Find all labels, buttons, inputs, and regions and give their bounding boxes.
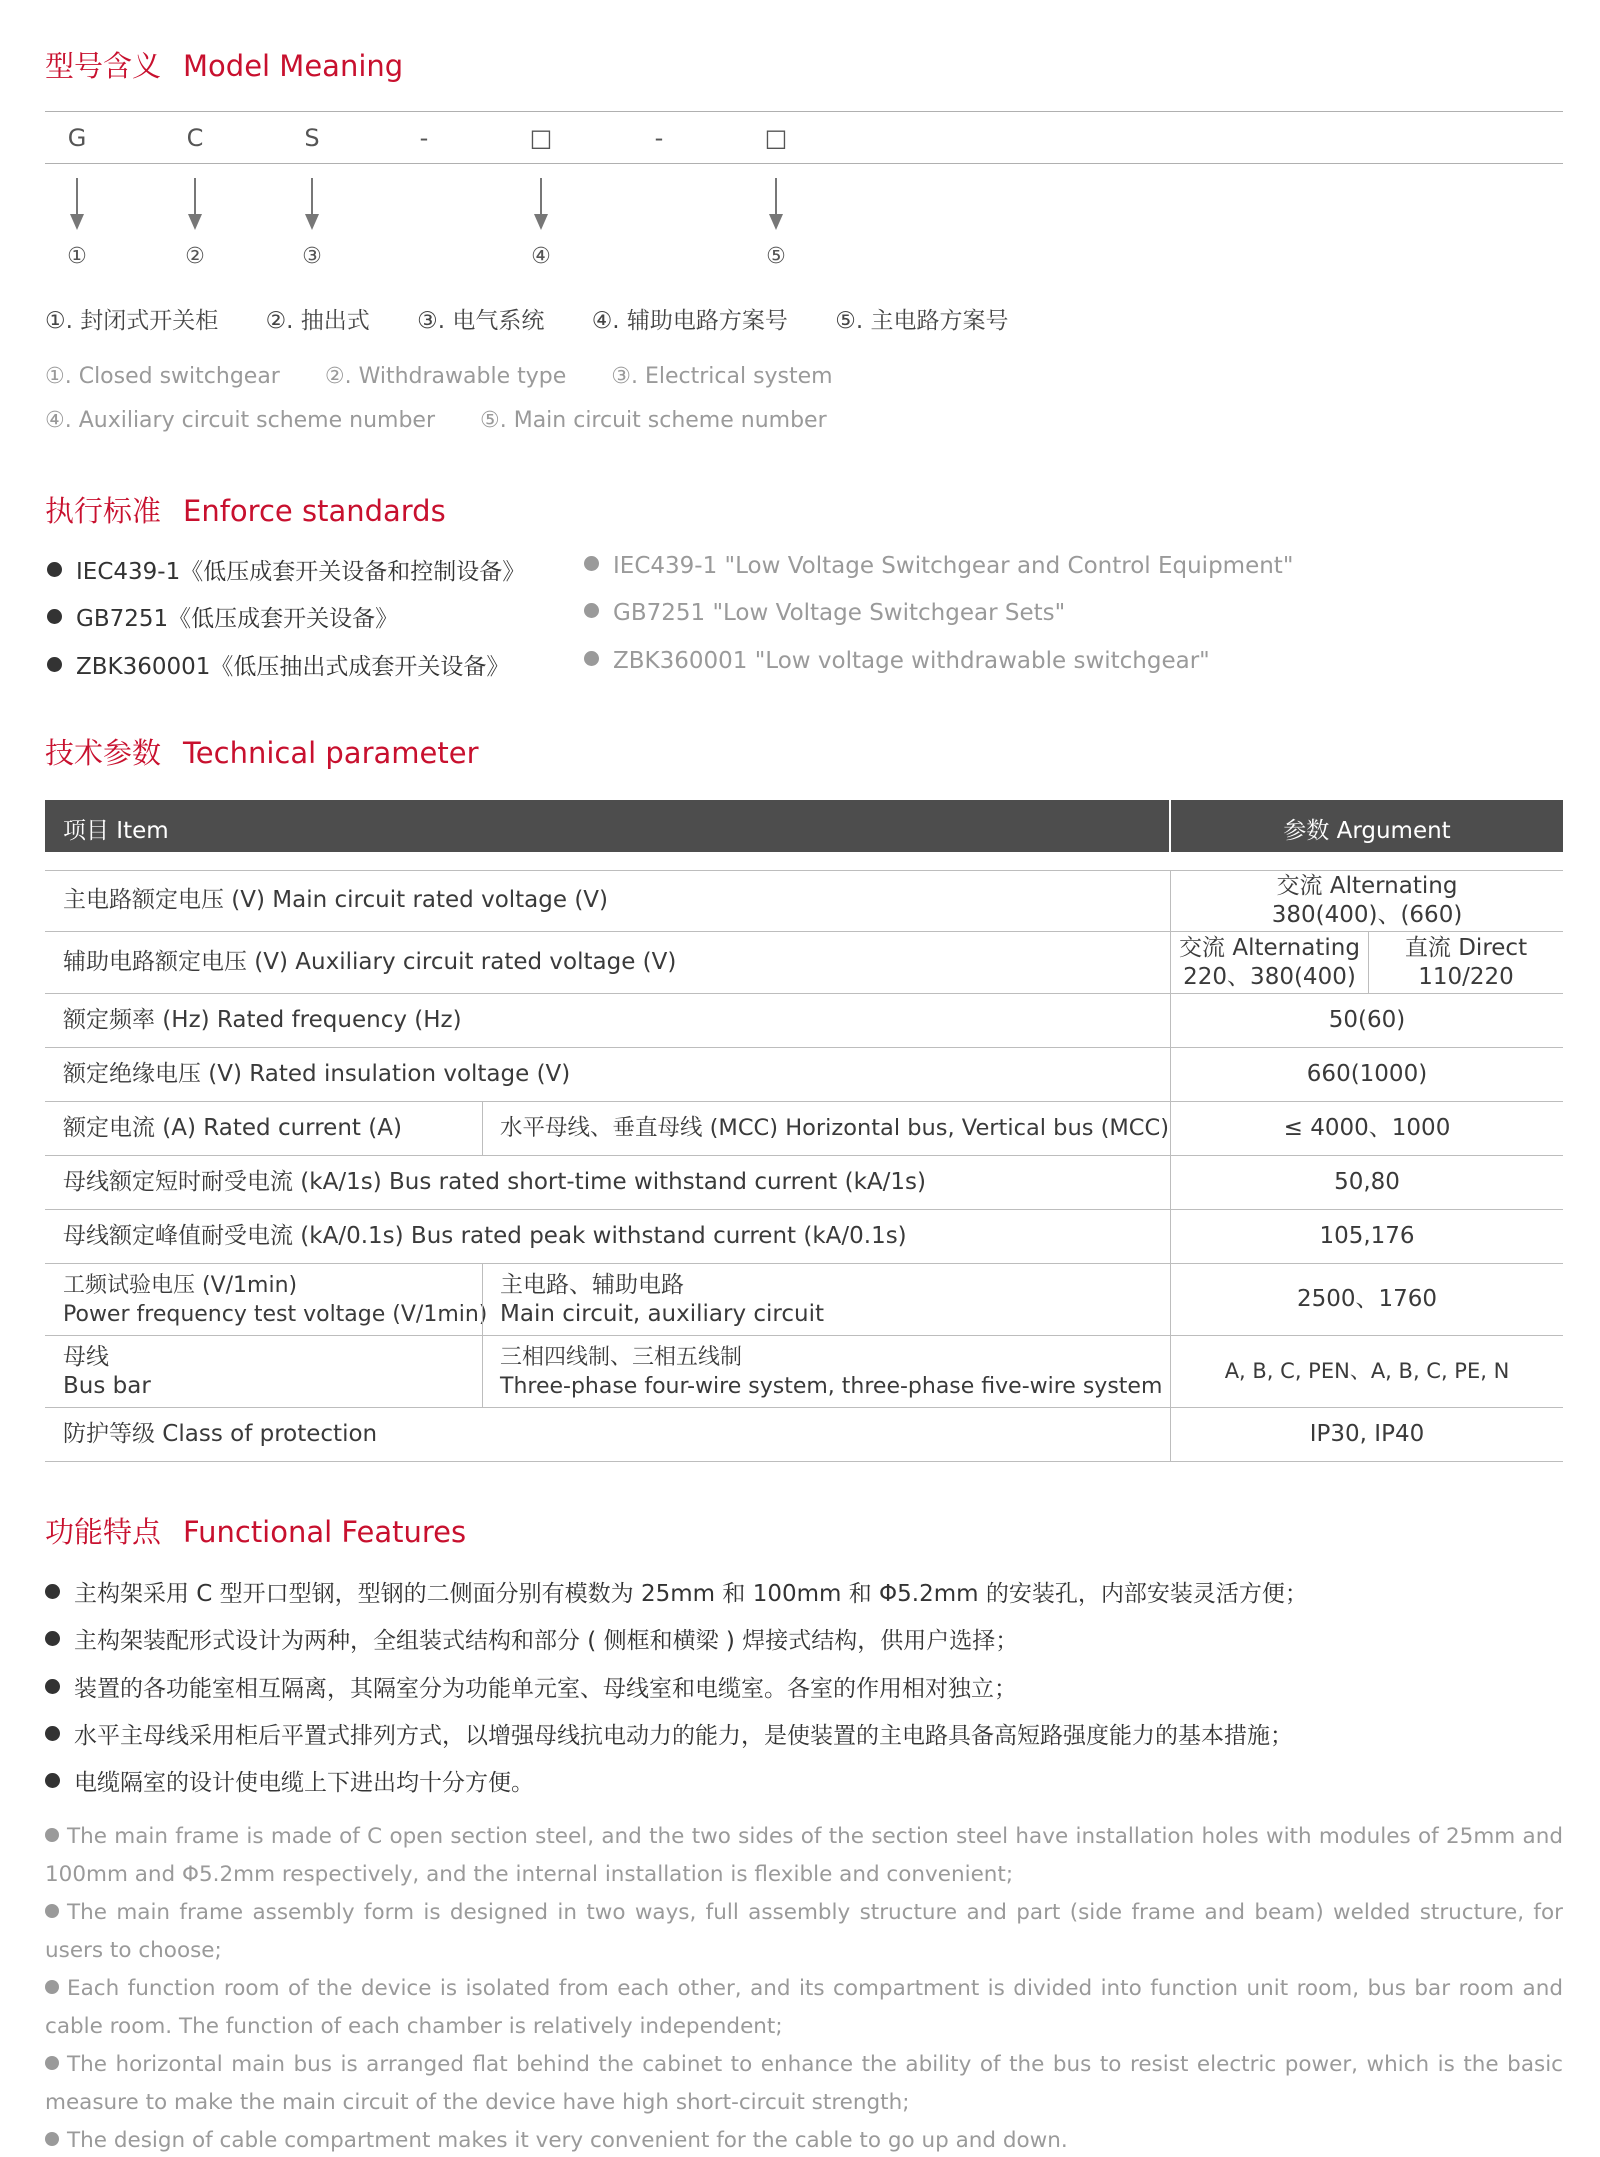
features-title	[45, 1510, 466, 1551]
table-row	[45, 1102, 1563, 1156]
tech-title-cn: 技术参数	[45, 736, 162, 770]
arrow-down-icon	[302, 178, 322, 234]
model-code-dash: -	[419, 124, 429, 152]
table-row	[45, 1264, 1563, 1336]
row-label: 额定电流 (A) Rated current (A)	[63, 1115, 402, 1141]
legend-item-cn: ②. 抽出式	[265, 308, 370, 334]
model-meaning-title	[45, 44, 403, 85]
row-label: 额定绝缘电压 (V) Rated insulation voltage (V)	[63, 1061, 571, 1087]
legend-item-en: ①. Closed switchgear	[45, 364, 280, 389]
model-legend-en-row2	[45, 408, 865, 433]
model-meaning-title-cn: 型号含义	[45, 49, 162, 83]
standard-item-en: ZBK360001 "Low voltage withdrawable switchgear"	[584, 648, 1210, 674]
model-code-dash: -	[654, 124, 664, 152]
row-value: 2500、1760	[1170, 1264, 1563, 1335]
header-argument: 参数 Argument	[1283, 818, 1451, 844]
feature-item-en: The horizontal main bus is arranged flat behind the cabinet to enhance the ability of the bus to resist electric power, which is the basic measure to make the main circuit of the device have high short-circuit strength;	[45, 2052, 1563, 2115]
bullet-icon	[45, 1904, 59, 1918]
legend-item-en: ④. Auxiliary circuit scheme number	[45, 408, 435, 433]
bullet-icon	[584, 556, 599, 571]
legend-item-en: ⑤. Main circuit scheme number	[480, 408, 827, 433]
standard-item-cn: ZBK360001《低压抽出式成套开关设备》	[47, 648, 509, 681]
legend-item-cn: ④. 辅助电路方案号	[591, 308, 788, 334]
arrow-down-icon	[67, 178, 87, 234]
table-row	[45, 1048, 1563, 1102]
row-label: 母线额定短时耐受电流 (kA/1s) Bus rated short-time withstand current (kA/1s)	[63, 1169, 926, 1195]
model-marker: ⑤	[766, 244, 786, 269]
row-sublabel: 水平母线、垂直母线 (MCC) Horizontal bus, Vertical bus (MCC)	[482, 1102, 1170, 1155]
model-marker: ④	[531, 244, 551, 269]
standards-title	[45, 489, 446, 530]
row-value: 50,80	[1170, 1156, 1563, 1209]
bullet-icon	[45, 1679, 60, 1694]
header-item: 项目 Item	[63, 818, 169, 844]
standards-title-cn: 执行标准	[45, 494, 162, 528]
legend-item-cn: ①. 封闭式开关柜	[45, 308, 219, 334]
row-value: 交流 Alternating 380(400)、(660)	[1170, 870, 1563, 931]
bullet-icon	[45, 1980, 59, 1994]
standard-item-en: GB7251 "Low Voltage Switchgear Sets"	[584, 600, 1065, 626]
table-row	[45, 1336, 1563, 1408]
row-label: 主电路额定电压 (V) Main circuit rated voltage (V)	[63, 887, 609, 913]
feature-item-en: Each function room of the device is isolated from each other, and its compartment is divided into function unit room, bus bar room and cable room. The function of each chamber is relatively independent;	[45, 1976, 1563, 2039]
feature-item-en: The main frame assembly form is designed in two ways, full assembly structure and part (side frame and beam) welded structure, for users to choose;	[45, 1900, 1563, 1963]
row-sublabel: 三相四线制、三相五线制 Three-phase four-wire system, three-phase five-wire system	[482, 1336, 1170, 1407]
model-meaning-title-en: Model Meaning	[183, 49, 404, 83]
row-label: 母线额定峰值耐受电流 (kA/0.1s) Bus rated peak withstand current (kA/0.1s)	[63, 1223, 907, 1249]
feature-item-cn: 主构架装配形式设计为两种，全组装式结构和部分 ( 侧框和横梁 ) 焊接式结构，供用户选择；	[45, 1622, 1018, 1655]
row-label: 母线 Bus bar	[63, 1343, 151, 1399]
feature-item-en: The design of cable compartment makes it very convenient for the cable to go up and down.	[45, 2122, 1563, 2157]
model-code-box: □	[529, 124, 553, 152]
features-title-cn: 功能特点	[45, 1515, 162, 1549]
model-code-letter: C	[186, 124, 204, 152]
model-code-letter: S	[304, 124, 320, 152]
bullet-icon	[45, 1584, 60, 1599]
table-row	[45, 1210, 1563, 1264]
feature-item-cn: 主构架采用 C 型开口型钢，型钢的二侧面分别有模数为 25mm 和 100mm 和 Φ5.2mm 的安装孔，内部安装灵活方便；	[45, 1575, 1308, 1608]
model-bottom-divider	[45, 163, 1563, 164]
model-legend-en-row1	[45, 364, 871, 389]
tech-title-en: Technical parameter	[183, 736, 479, 770]
bullet-icon	[45, 1726, 60, 1741]
row-value: ≤ 4000、1000	[1170, 1102, 1563, 1155]
bullet-icon	[47, 657, 62, 672]
row-value: A, B, C, PEN、A, B, C, PE, N	[1170, 1336, 1563, 1407]
tech-title	[45, 731, 479, 772]
arrow-down-icon	[531, 178, 551, 234]
features-en-list	[45, 1818, 1563, 2157]
model-code-letter: G	[67, 124, 87, 152]
bullet-icon	[47, 562, 62, 577]
bullet-icon	[584, 603, 599, 618]
table-row	[45, 994, 1563, 1048]
model-marker: ③	[302, 244, 322, 269]
table-row	[45, 932, 1563, 994]
model-marker: ②	[185, 244, 205, 269]
legend-item-cn: ③. 电气系统	[417, 308, 545, 334]
table-row	[45, 870, 1563, 932]
model-marker: ①	[67, 244, 87, 269]
bullet-icon	[45, 1773, 60, 1788]
row-label: 额定频率 (Hz) Rated frequency (Hz)	[63, 1007, 462, 1033]
row-label: 辅助电路额定电压 (V) Auxiliary circuit rated voltage (V)	[63, 949, 677, 975]
legend-item-en: ②. Withdrawable type	[324, 364, 567, 389]
feature-item-cn: 装置的各功能室相互隔离，其隔室分为功能单元室、母线室和电缆室。各室的作用相对独立；	[45, 1670, 1017, 1703]
arrow-down-icon	[185, 178, 205, 234]
features-title-en: Functional Features	[183, 1515, 467, 1549]
model-code-box: □	[764, 124, 788, 152]
bullet-icon	[47, 609, 62, 624]
legend-item-en: ③. Electrical system	[611, 364, 833, 389]
standard-item-cn: GB7251《低压成套开关设备》	[47, 600, 398, 633]
arrow-down-icon	[766, 178, 786, 234]
legend-item-cn: ⑤. 主电路方案号	[835, 308, 1009, 334]
row-sublabel: 主电路、辅助电路 Main circuit, auxiliary circuit	[482, 1264, 1170, 1335]
row-value: IP30, IP40	[1170, 1408, 1563, 1461]
row-label: 工频试验电压 (V/1min) Power frequency test voltage (V/1min)	[63, 1272, 488, 1327]
row-value: 直流 Direct 110/220	[1368, 932, 1563, 993]
bullet-icon	[45, 2056, 59, 2070]
row-value: 交流 Alternating 220、380(400)	[1170, 932, 1368, 993]
row-value: 660(1000)	[1170, 1048, 1563, 1101]
standard-item-cn: IEC439-1《低压成套开关设备和控制设备》	[47, 553, 525, 586]
row-label: 防护等级 Class of protection	[63, 1421, 378, 1447]
row-value: 50(60)	[1170, 994, 1563, 1047]
bullet-icon	[45, 2132, 59, 2146]
standard-item-en: IEC439-1 "Low Voltage Switchgear and Control Equipment"	[584, 553, 1293, 579]
model-top-divider	[45, 111, 1563, 112]
bullet-icon	[45, 1631, 60, 1646]
table-row	[45, 1408, 1563, 1462]
feature-item-cn: 水平主母线采用柜后平置式排列方式，以增强母线抗电动力的能力，是使装置的主电路具备高短路强度能力的基本措施；	[45, 1717, 1293, 1750]
model-legend-cn	[45, 302, 1049, 335]
table-row	[45, 1156, 1563, 1210]
bullet-icon	[45, 1828, 59, 1842]
feature-item-cn: 电缆隔室的设计使电缆上下进出均十分方便。	[45, 1764, 534, 1797]
bullet-icon	[584, 651, 599, 666]
standards-title-en: Enforce standards	[183, 494, 446, 528]
row-value: 105,176	[1170, 1210, 1563, 1263]
table-header	[45, 800, 1563, 852]
feature-item-en: The main frame is made of C open section steel, and the two sides of the section steel have installation holes with modules of 25mm and 100mm and Φ5.2mm respectively, and the internal installation is flexible and convenient;	[45, 1824, 1563, 1887]
